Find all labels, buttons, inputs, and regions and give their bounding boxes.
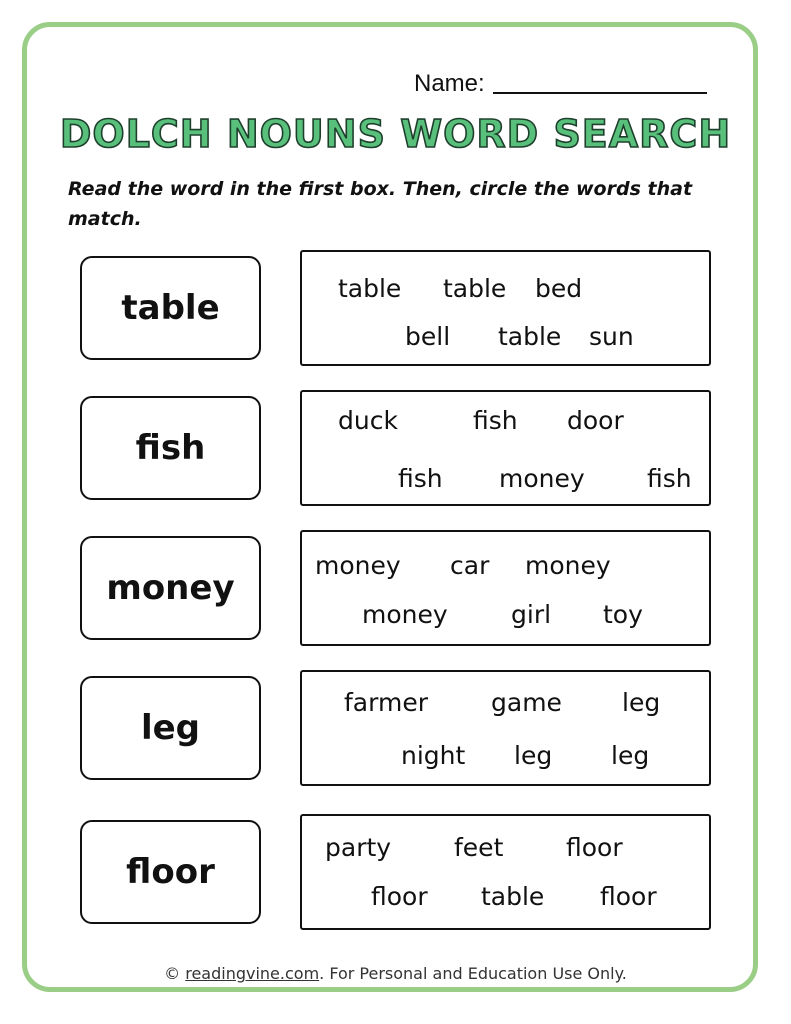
choice-word[interactable]: table	[443, 274, 507, 303]
choice-word[interactable]: table	[481, 882, 545, 911]
choice-word[interactable]: feet	[454, 833, 504, 862]
target-word-box: money	[80, 536, 261, 640]
choice-word[interactable]: money	[499, 464, 585, 493]
choice-word[interactable]: girl	[511, 600, 552, 629]
name-field	[414, 64, 707, 98]
choice-word[interactable]: farmer	[344, 688, 428, 717]
choice-word[interactable]: fish	[398, 464, 443, 493]
name-label: Name:	[414, 70, 485, 97]
name-blank-line[interactable]	[493, 92, 707, 94]
choice-word[interactable]: fish	[647, 464, 692, 493]
site-link[interactable]: readingvine.com	[185, 964, 320, 983]
target-word-box: leg	[80, 676, 261, 780]
instructions: Read the word in the first box. Then, circle the words that match.	[68, 178, 693, 230]
worksheet-title: DOLCH NOUNS WORD SEARCH	[59, 112, 732, 156]
choice-word[interactable]: game	[491, 688, 562, 717]
choice-word[interactable]: floor	[371, 882, 428, 911]
choice-word[interactable]: floor	[600, 882, 657, 911]
choice-word[interactable]: duck	[338, 406, 398, 435]
choice-word[interactable]: leg	[622, 688, 661, 717]
target-word-box: floor	[80, 820, 261, 924]
choice-word[interactable]: money	[362, 600, 448, 629]
choice-word[interactable]: floor	[566, 833, 623, 862]
choice-word[interactable]: table	[338, 274, 402, 303]
choice-word[interactable]: sun	[589, 322, 634, 351]
choice-word[interactable]: leg	[514, 741, 553, 770]
choice-word[interactable]: car	[450, 551, 490, 580]
choices-box	[300, 250, 711, 366]
choices-box	[300, 670, 711, 786]
choice-word[interactable]: door	[567, 406, 624, 435]
choice-word[interactable]: party	[325, 833, 392, 862]
choice-word[interactable]: money	[315, 551, 401, 580]
usage-note: . For Personal and Education Use Only.	[319, 964, 627, 983]
choice-word[interactable]: money	[525, 551, 611, 580]
choice-word[interactable]: bed	[535, 274, 583, 303]
choice-word[interactable]: table	[498, 322, 562, 351]
target-word-box: table	[80, 256, 261, 360]
choice-word[interactable]: leg	[611, 741, 650, 770]
choice-word[interactable]: night	[401, 741, 466, 770]
choices-box	[300, 814, 711, 930]
choice-word[interactable]: fish	[473, 406, 518, 435]
copyright-symbol: ©	[164, 964, 181, 983]
target-word-box: fish	[80, 396, 261, 500]
choice-word[interactable]: bell	[405, 322, 451, 351]
choice-word[interactable]: toy	[603, 600, 643, 629]
choices-box	[300, 390, 711, 506]
choices-box	[300, 530, 711, 646]
footer	[0, 964, 791, 983]
